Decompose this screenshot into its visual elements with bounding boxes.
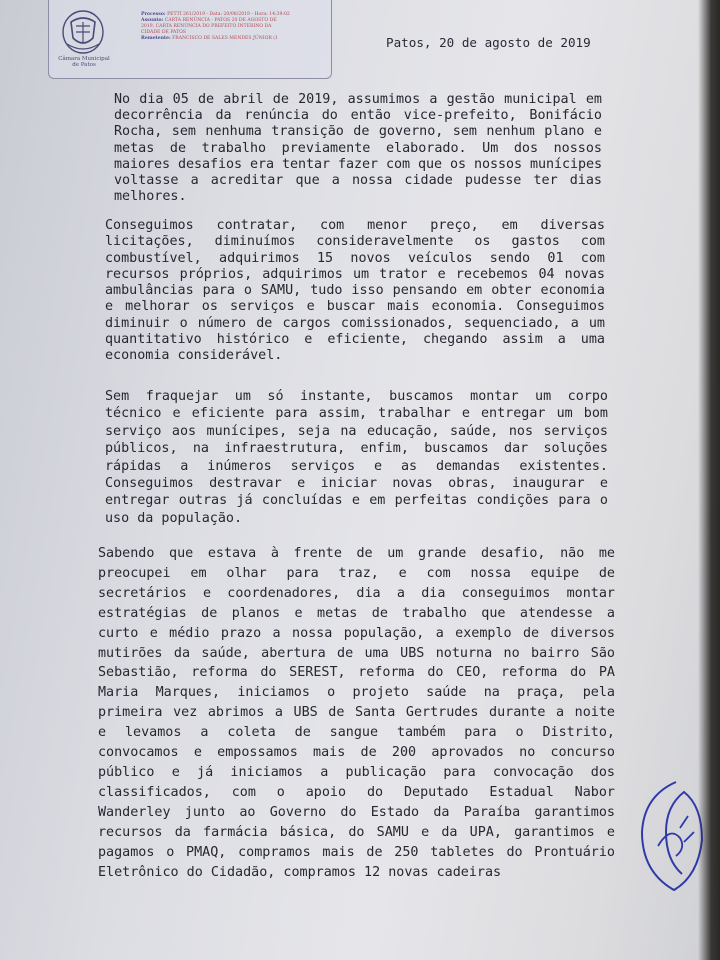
paragraph-line: Sebastião, reforma do SEREST, reforma do CEO, reforma do PA xyxy=(98,665,615,681)
paragraph-line: preocupei em olhar para traz, e com nossa equipe de xyxy=(98,565,615,581)
paragraph-line: Conseguimos destravar e iniciar novas obras, inaugurar e xyxy=(105,476,608,492)
paragraph-line: Rocha, sem nenhuma transição de governo, sem nenhum plano e xyxy=(114,124,602,140)
page-edge-shadow xyxy=(698,0,720,960)
paragraph-line: entregar outras já concluídas e em perfeitas condições para o xyxy=(105,493,608,509)
stamp-line-value: PETTI 261/2019 - Data: 20/08/2019 - Hora: 14:39:02 xyxy=(167,12,290,17)
paragraph-line: Maria Marques, iniciamos o projeto saúde na praça, pela xyxy=(98,685,615,701)
paragraph-line: Conseguimos contratar, com menor preço, em diversas xyxy=(105,218,605,233)
document-date: Patos, 20 de agosto de 2019 xyxy=(386,35,591,50)
paragraph-intro xyxy=(114,92,602,205)
stamp-line-label: Assunto: xyxy=(141,18,164,23)
paragraph-line: convocamos e empossamos mais de 200 aprovados no concurso xyxy=(98,745,615,761)
paragraph-line: Wanderley junto ao Governo do Estado da Paraíba garantimos xyxy=(98,804,615,820)
paragraph-line: melhores. xyxy=(114,189,187,205)
paragraph-line: recursos da farmácia básica, do SAMU e da UPA, garantimos e xyxy=(98,824,615,840)
paragraph-line: decorrência da renúncia do então vice-prefeito, Bonifácio xyxy=(114,108,602,124)
paragraph-line: Sem fraquejar um só instante, buscamos montar um corpo xyxy=(105,389,608,404)
stamp-line-label: Remetente: xyxy=(141,36,171,41)
paragraph-line: serviço aos munícipes, seja na educação, saúde, nos serviços xyxy=(105,423,608,439)
paragraph-savings xyxy=(105,218,605,365)
stamp-line-value: CARTA RENÚNCIA - PATOS 20 DE AGOSTO DE xyxy=(164,18,277,23)
paragraph-line: quantitativo histórico e eficiente, chegando assim a uma xyxy=(105,332,605,348)
paragraph-line: e levamos a coleta de sangue também para o Distrito, xyxy=(98,725,615,741)
paragraph-line: secretários e coordenadores, dia a dia conseguimos montar xyxy=(98,585,615,601)
paragraph-line: Sabendo que estava à frente de um grande desafio, não me xyxy=(98,546,615,561)
paragraph-line: público e já iniciamos a publicação para convocação dos xyxy=(98,764,615,780)
handwritten-signature-icon xyxy=(636,776,706,896)
paragraph-challenges xyxy=(98,544,615,882)
paragraph-line: primeira vez abrimos a UBS de Santa Gertrudes durante a noite xyxy=(98,705,615,721)
stamp-lines xyxy=(141,12,327,42)
paragraph-line: No dia 05 de abril de 2019, assumimos a gestão municipal em xyxy=(114,92,602,107)
paragraph-line: técnico e eficiente para assim, trabalhar e entregar um bom xyxy=(105,406,608,422)
paragraph-line: rápidas a inúmeros serviços e as demandas existentes. xyxy=(105,458,608,474)
paragraph-line: voltasse a acreditar que a nossa cidade pudesse ter dias xyxy=(114,173,602,189)
seal-caption-line: de Patos xyxy=(72,62,96,68)
paragraph-line: economia considerável. xyxy=(105,348,283,364)
seal-caption xyxy=(53,56,115,68)
paragraph-line: maiores desafios era tentar fazer com que os nossos munícipes xyxy=(114,156,602,172)
stamp-line-label: Processo: xyxy=(141,12,166,17)
paragraph-line: classificados, com o apoio do Deputado Estadual Nabor xyxy=(98,784,615,800)
paragraph-line: uso da população. xyxy=(105,510,243,526)
paragraph-line: ambulâncias para o SAMU, tudo isso pensando em obter economia xyxy=(105,283,605,299)
stamp-line-value: 2019, CARTA RENÚNCIA DO PREFEITO INTERINO DA xyxy=(141,24,272,29)
paragraph-line: curto e médio prazo a nossa população, a exemplo de diversos xyxy=(98,625,615,641)
stamp-line xyxy=(141,36,327,42)
paragraph-line: pagamos o PMAQ, compramos mais de 250 tabletes do Prontuário xyxy=(98,844,615,860)
paragraph-line: estratégias de planos e metas de trabalho que atendesse a xyxy=(98,605,615,621)
paragraph-line: metas de trabalho previamente elaborado. Um dos nossos xyxy=(114,140,602,156)
stamp-line-value: CIDADE DE PATOS xyxy=(141,30,187,35)
paragraph-line: combustível, adquirimos 15 novos veículos sendo 01 com xyxy=(105,250,605,266)
stamp-line-value: FRANCISCO DE SALES MENDES JÚNIOR (1 xyxy=(172,36,278,41)
paragraph-line: Eletrônico do Cidadão, compramos 12 novas cadeiras xyxy=(98,864,502,880)
paragraph-services xyxy=(105,388,608,527)
seal-caption-line: Câmara Municipal xyxy=(58,56,110,62)
paragraph-line: públicos, na infraestrutura, enfim, buscamos dar soluções xyxy=(105,441,608,457)
paragraph-line: diminuir o número de cargos comissionados, sequenciado, a um xyxy=(105,315,605,331)
paragraph-line: e melhorar os serviços e buscar mais economia. Conseguimos xyxy=(105,299,605,315)
paragraph-line: licitações, diminuímos consideravelmente os gastos com xyxy=(105,234,605,250)
paragraph-line: mutirões da saúde, abertura de uma UBS noturna no bairro São xyxy=(98,645,615,661)
protocol-stamp xyxy=(48,0,332,79)
paragraph-line: recursos próprios, adquirimos um trator e recebemos 04 novas xyxy=(105,266,605,282)
municipal-seal-icon xyxy=(59,8,107,56)
